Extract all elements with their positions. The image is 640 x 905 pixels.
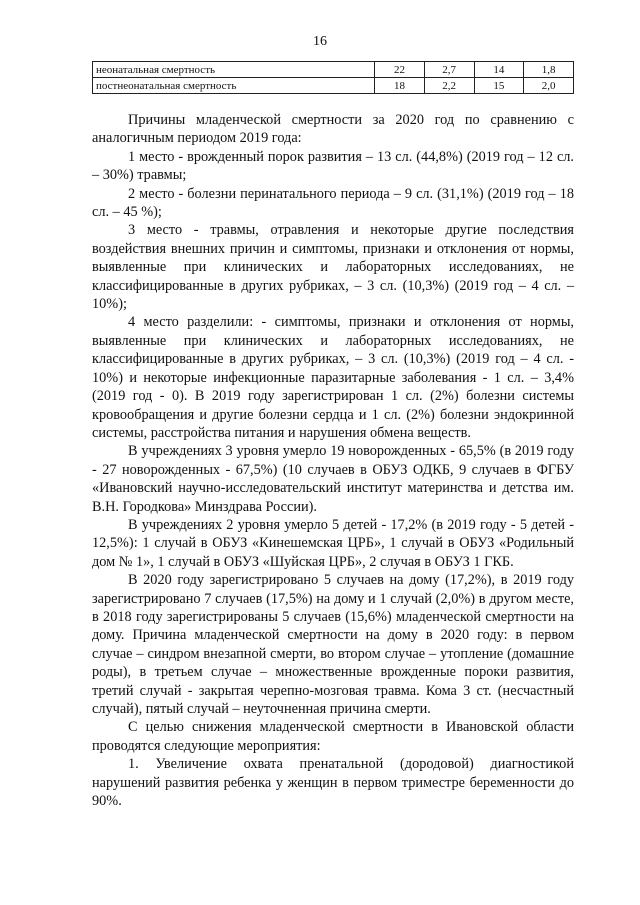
table-cell-label: постнеонатальная смертность: [93, 78, 375, 94]
paragraph-place-2: 2 место - болезни перинатального периода – 9 сл. (31,1%) (2019 год – 18 сл. – 45 %);: [92, 185, 574, 221]
paragraph-place-1: 1 место - врожденный порок развития – 13 сл. (44,8%) (2019 год – 12 сл. – 30%) травмы;: [92, 148, 574, 184]
page-number: 16: [313, 34, 327, 49]
table-row: [93, 78, 574, 94]
paragraph-level-2: В учреждениях 2 уровня умерло 5 детей - 17,2% (в 2019 году - 5 детей - 12,5%): 1 случай в ОБУЗ «Кинешемская ЦРБ», 1 случай в ОБУЗ «Родильный дом № 1», 1 случай в ОБУЗ «Шуйская ЦРБ», 2 случая в ОБУЗ 1 ГКБ.: [92, 516, 574, 570]
table-cell-value: 18: [375, 78, 425, 94]
paragraph-place-3: 3 место - травмы, отравления и некоторые другие последствия воздействия внешних причин и симптомы, признаки и отклонения от нормы, выявленные при клинических и лабораторных исследованиях, не классифицированные в других рубриках, – 3 сл. (10,3%) (2019 год – 4 сл. – 10%);: [92, 222, 574, 313]
document-body: [92, 111, 574, 810]
paragraph-home-cases: В 2020 году зарегистрировано 5 случаев на дому (17,2%), в 2019 году зарегистрировано 7 случаев (17,5%) на дому и 1 случай (2,0%) в другом месте, в 2018 году зарегистрированы 5 случаев (15,6%) младенческой смертности на дому. Причина младенческой смертности на дому в 2020 году: в первом случае – синдром внезапной смерти, во втором случае – утопление (домашние роды), в третьем случае – множественные врожденные пороки развития, третий случай - закрытая черепно-мозговая травма. Кома 3 ст. (несчастный случай), пятый случай – неуточненная причина смерти.: [92, 572, 574, 717]
table-cell-value: 1,8: [524, 62, 574, 78]
mortality-table: [92, 61, 574, 94]
table-row: [93, 62, 574, 78]
table-cell-value: 2,2: [424, 78, 474, 94]
paragraph-place-4: 4 место разделили: - симптомы, признаки и отклонения от нормы, выявленные при клинических и лабораторных исследованиях, не классифицированные в других рубриках, – 3 сл. (10,3%) (2019 год – 4 сл. - 10%) и некоторые инфекционные паразитарные заболевания - 1 сл. – 3,4% (2019 год - 0). В 2019 году зарегистрирован 1 сл. (2%) болезни системы кровообращения и другие болезни сердца и 1 сл. (2%) болезни эндокринной системы, расстройства питания и нарушения обмена веществ.: [92, 314, 574, 441]
paragraph-causes-intro: Причины младенческой смертности за 2020 год по сравнению с аналогичным периодом 2019 года:: [92, 112, 574, 147]
table-cell-value: 14: [474, 62, 524, 78]
table-cell-value: 2,7: [424, 62, 474, 78]
paragraph-measures-intro: С целью снижения младенческой смертности в Ивановской области проводятся следующие мероприятия:: [92, 719, 574, 754]
table-cell-value: 15: [474, 78, 524, 94]
table-cell-value: 2,0: [524, 78, 574, 94]
paragraph-measure-1: 1. Увеличение охвата пренатальной (дородовой) диагностикой нарушений развития ребенка у женщин в первом триместре беременности до 90%.: [92, 756, 574, 810]
paragraph-level-3: В учреждениях 3 уровня умерло 19 новорожденных - 65,5% (в 2019 году - 27 новорожденных - 67,5%) (10 случаев в ОБУЗ ОДКБ, 9 случаев в ФГБУ «Ивановский научно-исследовательский институт материнства и детства им. В.Н. Городкова» Минздрава России).: [92, 443, 574, 515]
table-cell-value: 22: [375, 62, 425, 78]
table-cell-label: неонатальная смертность: [93, 62, 375, 78]
